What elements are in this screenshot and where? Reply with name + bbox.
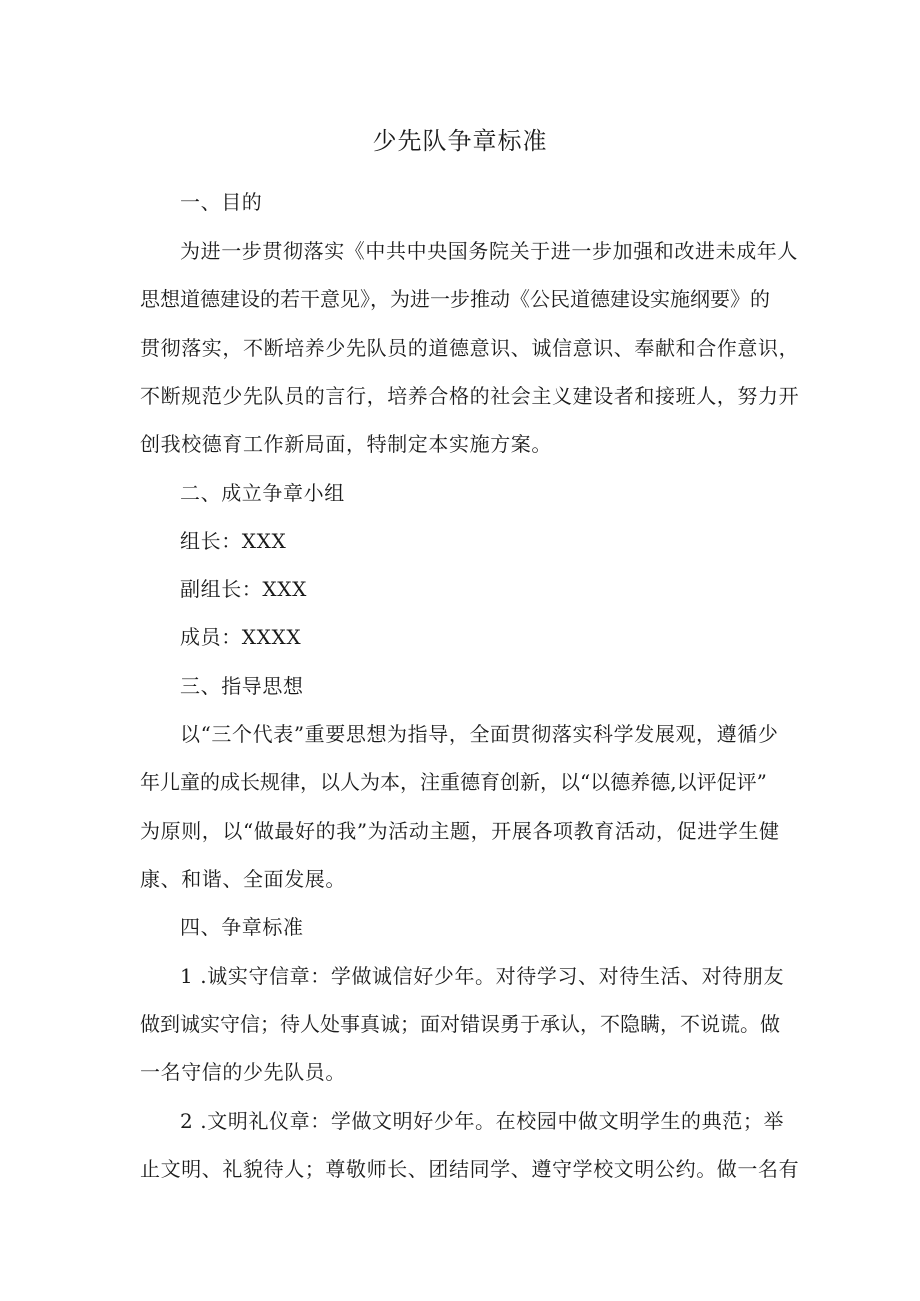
paragraph-line: 创我校德育工作新局面，特制定本实施方案。 [140, 432, 552, 456]
paragraph-line: 年儿童的成长规律，以人为本，注重德育创新，以“以德养德,以评促评” [140, 770, 767, 794]
group-deputy-line: 副组长：XXX [180, 577, 307, 601]
section-heading-standards: 四、争章标准 [180, 915, 304, 939]
paragraph-line: 一名守信的少先队员。 [140, 1060, 346, 1084]
paragraph-line: 思想道德建设的若干意见》，为进一步推动《公民道德建设实施纲要》的 [140, 287, 770, 311]
document-title: 少先队争章标准 [372, 127, 548, 155]
group-leader-line: 组长：XXX [180, 529, 287, 553]
group-members-line: 成员：XXXX [180, 625, 302, 649]
paragraph-line: 止文明、礼貌待人；尊敬师长、团结同学、遵守学校文明公约。做一名有 [140, 1157, 800, 1181]
paragraph-line: 康、和谐、全面发展。 [140, 867, 346, 891]
paragraph-line: 做到诚实守信；待人处事真诚；面对错误勇于承认，不隐瞒，不说谎。做 [140, 1012, 780, 1036]
paragraph-line: 不断规范少先队员的言行，培养合格的社会主义建设者和接班人，努力开 [140, 384, 800, 408]
section-heading-group: 二、成立争章小组 [180, 481, 345, 505]
paragraph-line: 贯彻落实，不断培养少先队员的道德意识、诚信意识、奉献和合作意识， [140, 336, 800, 360]
section-heading-purpose: 一、目的 [180, 190, 263, 214]
paragraph-line: 为原则，以“做最好的我”为活动主题，开展各项教育活动，促进学生健 [140, 819, 780, 843]
paragraph-line: 2 .文明礼仪章：学做文明好少年。在校园中做文明学生的典范；举 [180, 1109, 785, 1133]
section-heading-guidance: 三、指导思想 [180, 674, 304, 698]
paragraph-line: 为进一步贯彻落实《中共中央国务院关于进一步加强和改进未成年人 [180, 239, 798, 263]
paragraph-line: 以“三个代表”重要思想为指导，全面贯彻落实科学发展观，遵循少 [180, 722, 779, 746]
paragraph-line: 1 .诚实守信章：学做诚信好少年。对待学习、对待生活、对待朋友 [180, 964, 785, 988]
